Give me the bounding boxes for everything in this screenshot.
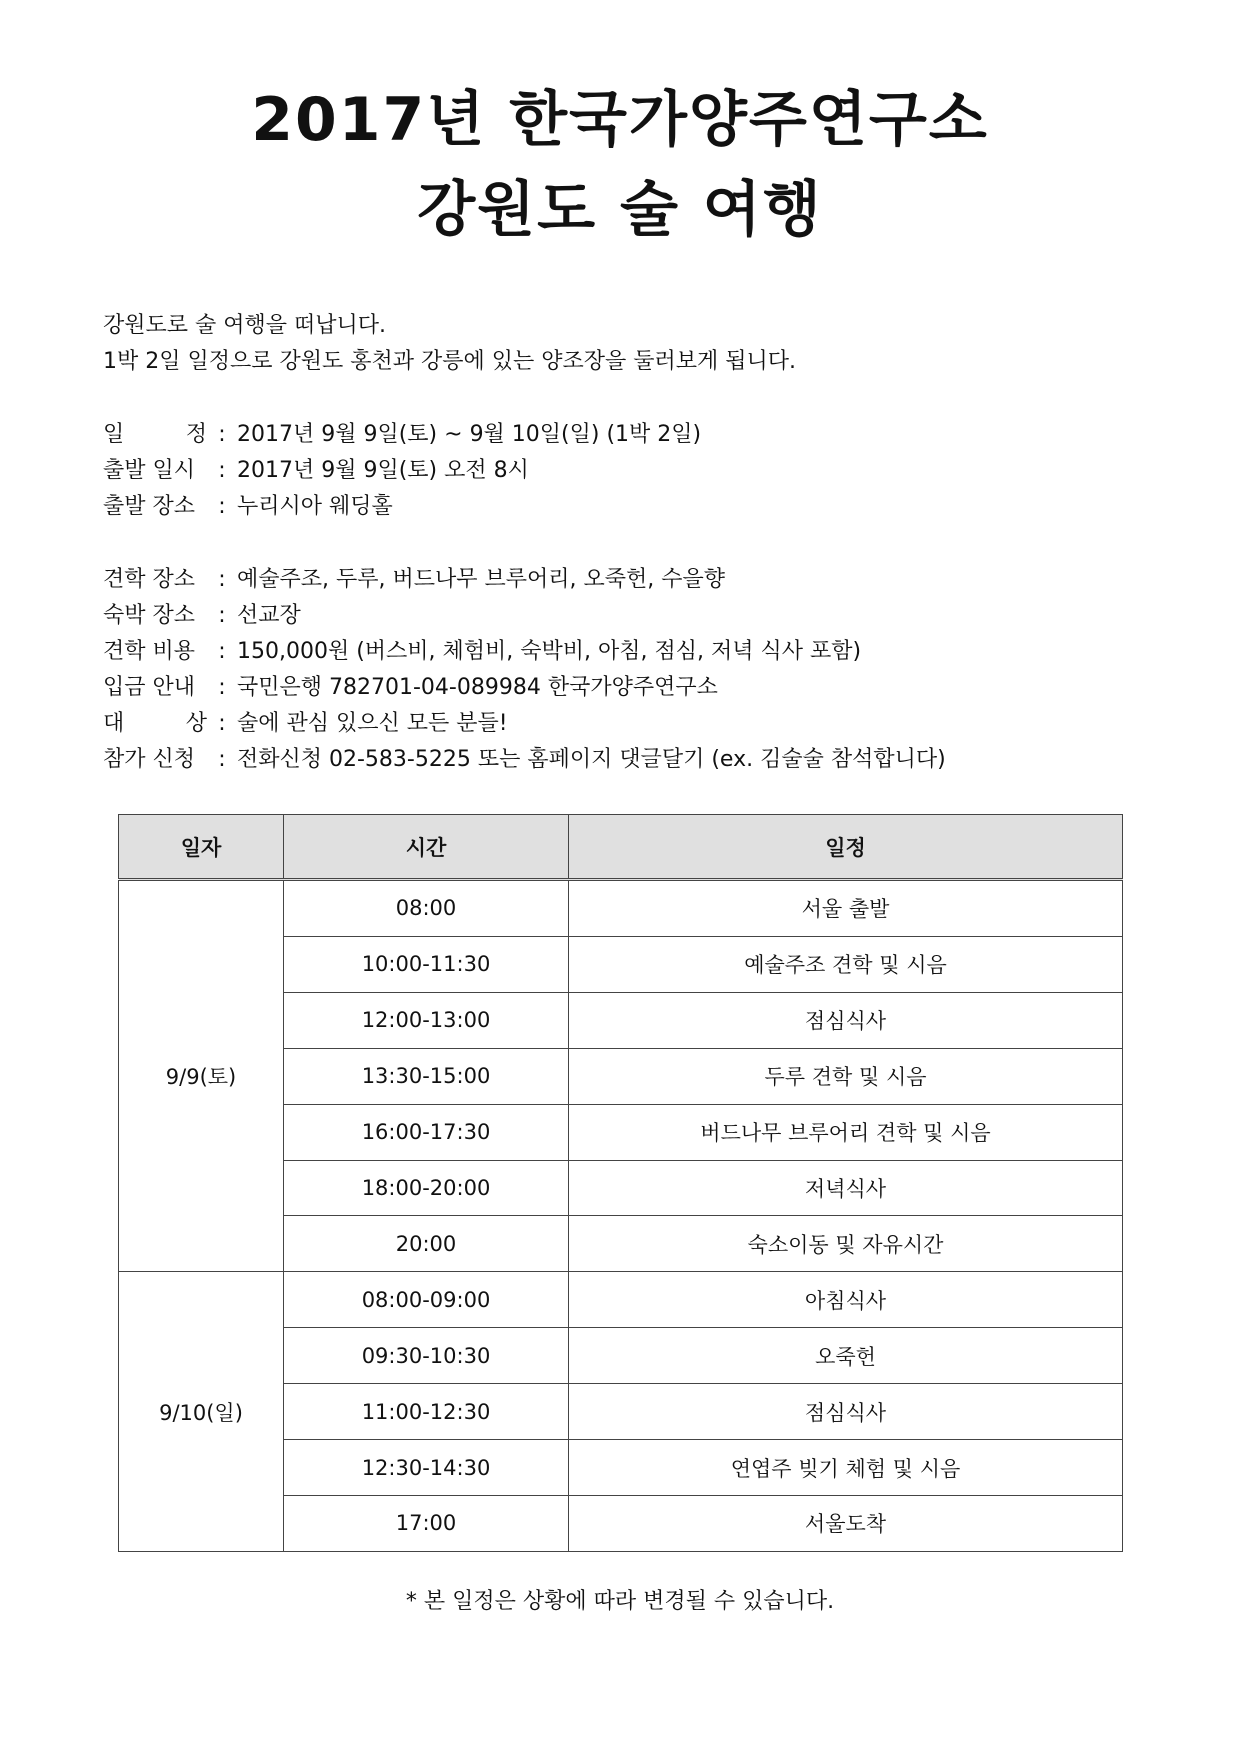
time-cell: 13:30-15:00 — [284, 1048, 569, 1104]
info-colon: : — [218, 494, 226, 519]
trip-info-group-2 — [103, 562, 946, 778]
time-cell: 11:00-12:30 — [284, 1384, 569, 1440]
info-label-part: 견학 장소 — [103, 567, 196, 592]
info-colon: : — [218, 711, 226, 736]
time-cell: 20:00 — [284, 1216, 569, 1272]
title-line-2: 강원도 술 여행 — [417, 175, 823, 245]
info-value: 술에 관심 있으신 모든 분들! — [237, 711, 508, 736]
info-row — [103, 634, 946, 670]
info-label-part: 정 — [185, 422, 207, 447]
time-cell: 18:00-20:00 — [284, 1160, 569, 1216]
schedule-body — [119, 880, 1123, 1552]
table-row — [119, 880, 1123, 937]
info-colon: : — [218, 675, 226, 700]
time-cell: 12:30-14:30 — [284, 1440, 569, 1496]
info-row — [103, 417, 701, 453]
info-value: 누리시아 웨딩홀 — [237, 494, 393, 519]
time-cell: 09:30-10:30 — [284, 1328, 569, 1384]
info-colon: : — [218, 458, 226, 483]
time-cell: 10:00-11:30 — [284, 936, 569, 992]
plan-cell: 버드나무 브루어리 견학 및 시음 — [569, 1104, 1123, 1160]
info-label-part: 일 — [103, 422, 125, 447]
info-value: 150,000원 (버스비, 체험비, 숙박비, 아침, 점심, 저녁 식사 포함) — [237, 639, 862, 664]
plan-cell: 서울도착 — [569, 1495, 1123, 1551]
info-value: 선교장 — [237, 603, 301, 628]
plan-cell: 아침식사 — [569, 1272, 1123, 1328]
info-label-part: 상 — [185, 711, 207, 736]
time-cell: 16:00-17:30 — [284, 1104, 569, 1160]
info-label — [103, 489, 207, 525]
info-colon: : — [218, 747, 226, 772]
plan-cell: 두루 견학 및 시음 — [569, 1048, 1123, 1104]
info-label-part: 입금 안내 — [103, 675, 196, 700]
info-label — [103, 453, 207, 489]
info-value: 예술주조, 두루, 버드나무 브루어리, 오죽헌, 수을향 — [237, 567, 725, 592]
info-label-part: 견학 비용 — [103, 639, 196, 664]
info-value: 2017년 9월 9일(토) ~ 9월 10일(일) (1박 2일) — [237, 422, 702, 447]
header-time: 시간 — [284, 815, 569, 880]
info-row — [103, 562, 946, 598]
info-label — [103, 706, 207, 742]
info-colon: : — [218, 603, 226, 628]
trip-info-group-1 — [103, 417, 701, 525]
info-label — [103, 634, 207, 670]
info-value: 전화신청 02-583-5225 또는 홈페이지 댓글달기 (ex. 김술술 참석합니다) — [237, 747, 946, 772]
info-value: 2017년 9월 9일(토) 오전 8시 — [237, 458, 529, 483]
info-label-part: 숙박 장소 — [103, 603, 196, 628]
plan-cell: 저녁식사 — [569, 1160, 1123, 1216]
footnote: * 본 일정은 상황에 따라 변경될 수 있습니다. — [405, 1589, 835, 1614]
time-cell: 17:00 — [284, 1495, 569, 1551]
info-label-part: 출발 장소 — [103, 494, 196, 519]
intro-line: 1박 2일 일정으로 강원도 홍천과 강릉에 있는 양조장을 둘러보게 됩니다. — [103, 349, 796, 374]
info-label — [103, 417, 207, 453]
time-cell: 08:00 — [284, 880, 569, 937]
info-colon: : — [218, 422, 226, 447]
intro-text — [103, 308, 796, 380]
plan-cell: 숙소이동 및 자유시간 — [569, 1216, 1123, 1272]
plan-cell: 오죽헌 — [569, 1328, 1123, 1384]
header-date: 일자 — [119, 815, 284, 880]
info-row — [103, 670, 946, 706]
schedule-table — [118, 814, 1123, 1552]
info-row — [103, 453, 701, 489]
day-cell: 9/9(토) — [119, 880, 284, 1272]
plan-cell: 예술주조 견학 및 시음 — [569, 936, 1123, 992]
info-colon: : — [218, 567, 226, 592]
info-label — [103, 562, 207, 598]
info-label — [103, 670, 207, 706]
time-cell: 12:00-13:00 — [284, 992, 569, 1048]
plan-cell: 점심식사 — [569, 992, 1123, 1048]
table-row — [119, 1272, 1123, 1328]
day-cell: 9/10(일) — [119, 1272, 284, 1552]
intro-line: 강원도로 술 여행을 떠납니다. — [103, 313, 386, 338]
header-plan: 일정 — [569, 815, 1123, 880]
time-cell: 08:00-09:00 — [284, 1272, 569, 1328]
title-line-1: 2017년 한국가양주연구소 — [251, 85, 989, 155]
info-label — [103, 598, 207, 634]
info-label-part: 참가 신청 — [103, 747, 196, 772]
info-label-part: 대 — [103, 711, 125, 736]
info-value: 국민은행 782701-04-089984 한국가양주연구소 — [237, 675, 718, 700]
info-row — [103, 598, 946, 634]
info-label — [103, 742, 207, 778]
table-header-row — [119, 815, 1123, 880]
plan-cell: 연엽주 빚기 체험 및 시음 — [569, 1440, 1123, 1496]
plan-cell: 서울 출발 — [569, 880, 1123, 937]
info-colon: : — [218, 639, 226, 664]
info-label-part: 출발 일시 — [103, 458, 196, 483]
plan-cell: 점심식사 — [569, 1384, 1123, 1440]
info-row — [103, 489, 701, 525]
info-row — [103, 706, 946, 742]
info-row — [103, 742, 946, 778]
